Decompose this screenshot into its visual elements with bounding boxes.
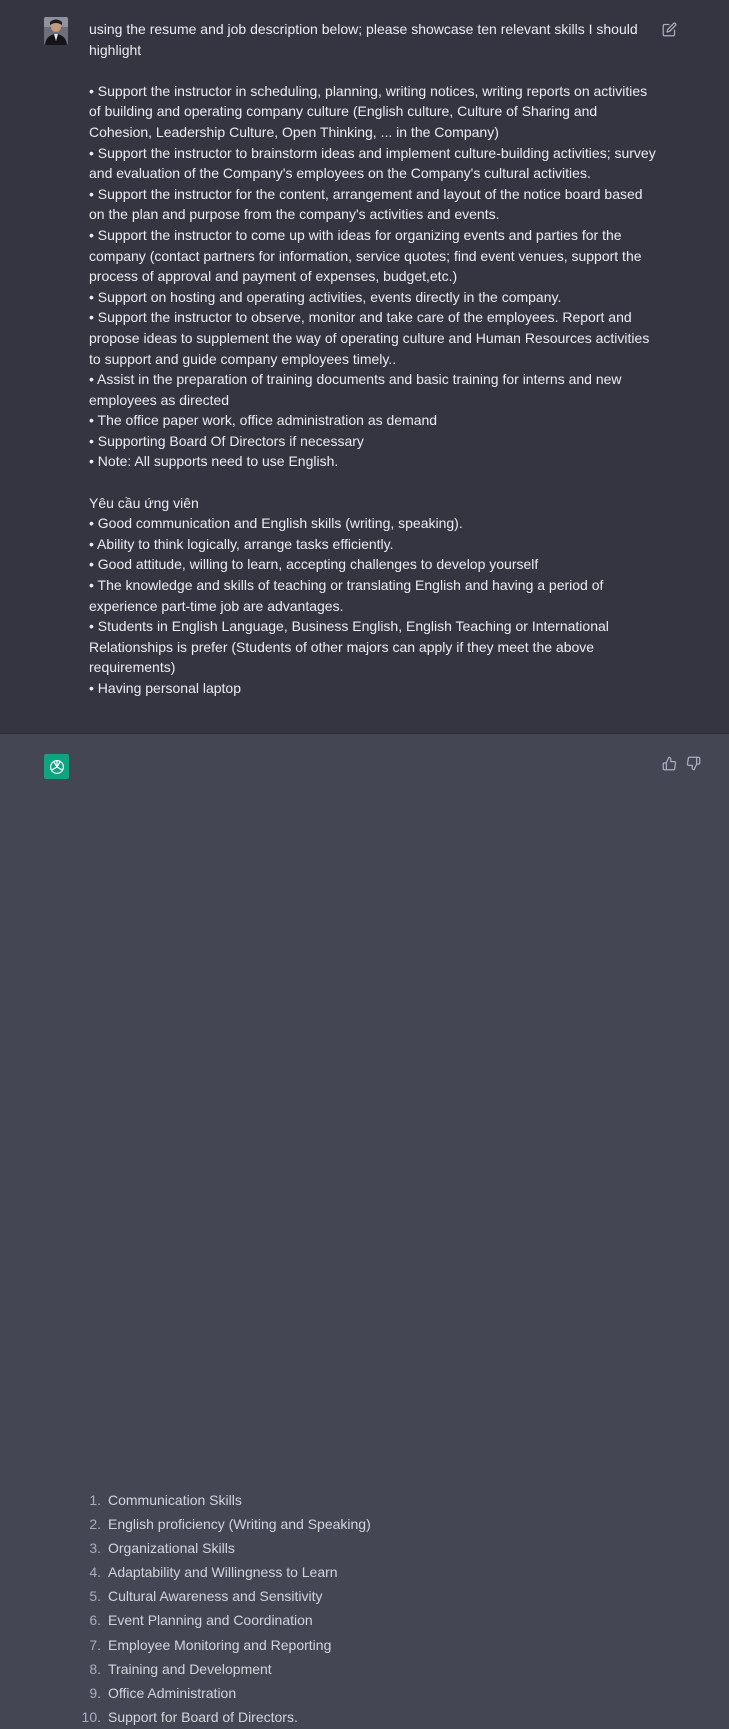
list-item-label: Organizational Skills (108, 1540, 235, 1557)
list-item (78, 1681, 371, 1705)
message-line: • Good communication and English skills (writing, speaking). (89, 515, 463, 532)
message-line: • The knowledge and skills of teaching or translating English and having a period of experience part-time job are advantages. (89, 577, 608, 614)
list-item-label: Adaptability and Willingness to Learn (108, 1564, 338, 1581)
skills-list (78, 1488, 371, 1729)
list-item (78, 1488, 371, 1512)
list-item (78, 1657, 371, 1681)
list-item (78, 1536, 371, 1560)
thumbs-down-icon[interactable] (686, 756, 701, 771)
list-item-number: 1. (89, 1492, 101, 1508)
thumbs-up-icon[interactable] (662, 756, 677, 771)
message-line: • Having personal laptop (89, 680, 241, 696)
list-item (78, 1584, 371, 1608)
user-message (0, 0, 729, 734)
list-item-number: 3. (89, 1540, 101, 1557)
message-line: • Support on hosting and operating activities, events directly in the company. (89, 288, 562, 305)
user-avatar (44, 17, 68, 45)
openai-logo-icon (44, 754, 69, 779)
message-line: • Ability to think logically, arrange tasks efficiently. (89, 535, 394, 552)
list-item-label: Cultural Awareness and Sensitivity (108, 1588, 323, 1605)
user-message-text (89, 19, 659, 699)
list-item-number: 5. (89, 1588, 101, 1605)
list-item-label: Employee Monitoring and Reporting (108, 1636, 332, 1653)
list-item (78, 1705, 371, 1729)
list-item-label: English proficiency (Writing and Speaking) (108, 1516, 371, 1533)
list-item-label: Event Planning and Coordination (108, 1612, 313, 1629)
assistant-message (0, 734, 729, 1725)
message-line: • The office paper work, office administration as demand (89, 412, 438, 429)
list-item-label: Support for Board of Directors. (108, 1708, 298, 1725)
list-item-number: 7. (89, 1636, 101, 1653)
list-item-label: Training and Development (108, 1660, 272, 1677)
list-item-number: 8. (89, 1660, 101, 1677)
message-line: using the resume and job description below; please showcase ten relevant skills I should highlight (89, 21, 642, 58)
list-item-number: 9. (89, 1684, 101, 1701)
blank-line (89, 60, 659, 81)
message-line: • Assist in the preparation of training documents and basic training for interns and new employees as directed (89, 371, 626, 408)
message-line: • Students in English Language, Business English, English Teaching or International Relationships is prefer (Students of other majors can apply if they meet the above requirements) (89, 618, 613, 676)
list-item (78, 1633, 371, 1657)
blank-line (89, 472, 659, 493)
list-item-number: 4. (89, 1564, 101, 1581)
list-item (78, 1512, 371, 1536)
message-line: • Note: All supports need to use English. (89, 453, 339, 470)
list-item-label: Communication Skills (108, 1492, 242, 1508)
list-item (78, 1608, 371, 1632)
message-line: • Supporting Board Of Directors if necessary (89, 432, 364, 449)
list-item-number: 10. (81, 1708, 101, 1725)
edit-icon[interactable] (662, 22, 677, 37)
message-line: • Support the instructor to observe, monitor and take care of the employees. Report and propose ideas to supplement the way of operating culture and Human Resources activities to support and guide company employees timely.. (89, 309, 654, 367)
message-line: Yêu cầu ứng viên (89, 494, 199, 511)
list-item (78, 1560, 371, 1584)
message-line: • Support the instructor to brainstorm ideas and implement culture-building activities; survey and evaluation of the Company's employees on the Company's cultural activities. (89, 144, 660, 182)
message-line: • Support the instructor to come up with ideas for organizing events and parties for the company (contact partners for information, service quotes; find event venues, support the process of approval and payment of expenses, budget,etc.) (89, 226, 646, 285)
message-line: • Support the instructor in scheduling, planning, writing notices, writing reports on activities of building and operating company culture (English culture, Culture of Sharing and Cohesion, Leadership Culture, Open Thinking, ... in the Company) (89, 82, 652, 140)
list-item-number: 2. (89, 1516, 101, 1533)
list-item-number: 6. (89, 1612, 101, 1629)
message-line: • Support the instructor for the content, arrangement and layout of the notice board based on the plan and purpose from the company's activities and events. (89, 185, 647, 223)
list-item-label: Office Administration (108, 1684, 237, 1701)
message-line: • Good attitude, willing to learn, accepting challenges to develop yourself (89, 556, 539, 573)
